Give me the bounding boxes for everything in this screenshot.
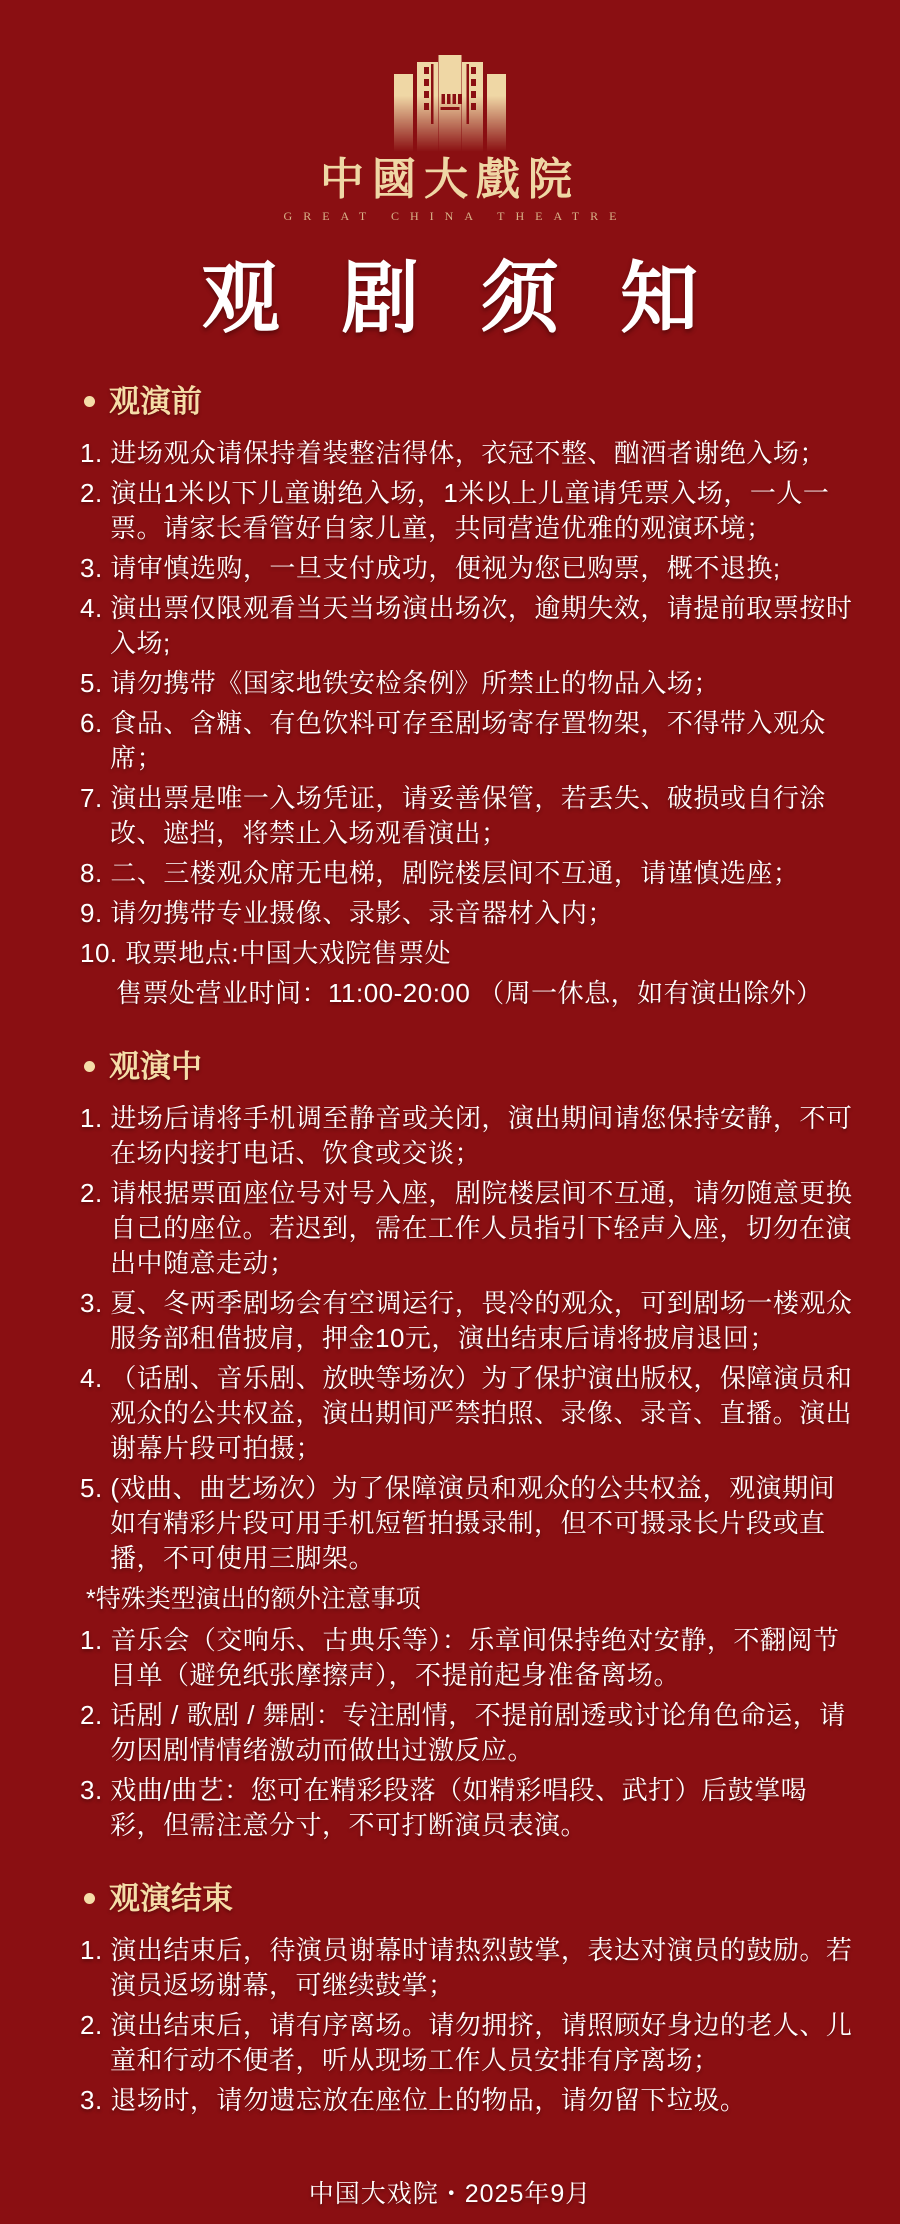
bullet-icon bbox=[84, 1061, 95, 1072]
list-item: 9. 请勿携带专业摄像、录影、录音器材入内； bbox=[80, 897, 614, 928]
brand-header bbox=[0, 0, 900, 224]
page-title: 观 剧 须 知 bbox=[201, 253, 716, 344]
list-item: 3. 请审慎选购，一旦支付成功，便视为您已购票，概不退换; bbox=[80, 552, 781, 583]
section-during-show bbox=[80, 1045, 860, 1843]
list-item: 6. 食品、含糖、有色饮料可存至剧场寄存置物架，不得带入观众席； bbox=[80, 707, 826, 773]
list-item: 10. 取票地点:中国大戏院售票处 bbox=[80, 937, 452, 968]
list-item: 4. （话剧、音乐剧、放映等场次）为了保护演出版权，保障演员和观众的公共权益，演出期间严禁拍照、录像、录音、直播。演出谢幕片段可拍摄； bbox=[80, 1362, 853, 1463]
footer-credit: 中国大戏院・2025年9月 bbox=[308, 2179, 592, 2208]
section-before-show bbox=[80, 380, 860, 1011]
brand-name-chinese: 中國大戲院 bbox=[320, 155, 580, 204]
section-heading-after bbox=[84, 1877, 860, 1921]
list-item: 1. 进场观众请保持着装整洁得体，衣冠不整、酗酒者谢绝入场； bbox=[80, 437, 826, 468]
list-item: 1. 音乐会（交响乐、古典乐等）：乐章间保持绝对安静，不翻阅节目单（避免纸张摩擦声），不提前起身准备离场。 bbox=[80, 1624, 840, 1690]
special-note-heading: *特殊类型演出的额外注意事项 bbox=[86, 1584, 421, 1613]
section-heading-during bbox=[84, 1045, 860, 1089]
list-item: 8. 二、三楼观众席无电梯，剧院楼层间不互通，请谨慎选座； bbox=[80, 857, 800, 888]
bullet-icon bbox=[84, 1893, 95, 1904]
list-item: 2. 请根据票面座位号对号入座，剧院楼层间不互通，请勿随意更换自己的座位。若迟到，需在工作人员指引下轻声入座，切勿在演出中随意走动； bbox=[80, 1177, 853, 1278]
section-heading-label: 观演前 bbox=[109, 383, 202, 419]
section-heading-label: 观演结束 bbox=[109, 1880, 233, 1916]
list-item: 1. 进场后请将手机调至静音或关闭，演出期间请您保持安静，不可在场内接打电话、饮食或交谈； bbox=[80, 1102, 853, 1168]
list-item: 4. 演出票仅限观看当天当场演出场次，逾期失效，请提前取票按时入场; bbox=[80, 592, 853, 658]
list-item: 2. 话剧 / 歌剧 / 舞剧：专注剧情，不提前剧透或讨论角色命运，请勿因剧情情绪激动而做出过激反应。 bbox=[80, 1699, 846, 1765]
notice-content bbox=[0, 380, 900, 2118]
brand-name-english: GREAT CHINA THEATRE bbox=[283, 209, 628, 223]
list-item: 3. 戏曲/曲艺：您可在精彩段落（如精彩唱段、武打）后鼓掌喝彩，但需注意分寸，不可打断演员表演。 bbox=[80, 1774, 808, 1840]
list-item: 5. (戏曲、曲艺场次）为了保障演员和观众的公共权益，观演期间如有精彩片段可用手机短暂拍摄录制，但不可摄录长片段或直播，不可使用三脚架。 bbox=[80, 1472, 836, 1573]
ticket-office-hours: 售票处营业时间：11:00-20:00 （周一休息，如有演出除外） bbox=[116, 977, 823, 1008]
list-item: 7. 演出票是唯一入场凭证，请妥善保管，若丢失、破损或自行涂改、遮挡，将禁止入场观看演出； bbox=[80, 782, 826, 848]
section-heading-before bbox=[84, 380, 860, 424]
list-item: 1. 演出结束后，待演员谢幕时请热烈鼓掌，表达对演员的鼓励。若演员返场谢幕，可继续鼓掌； bbox=[80, 1934, 853, 2000]
list-item: 2. 演出1米以下儿童谢绝入场，1米以上儿童请凭票入场，一人一 票。请家长看管好自家儿童，共同营造优雅的观演环境； bbox=[80, 477, 830, 543]
list-item: 3. 退场时，请勿遗忘放在座位上的物品，请勿留下垃圾。 bbox=[80, 2084, 747, 2115]
list-item: 5. 请勿携带《国家地铁安检条例》所禁止的物品入场； bbox=[80, 667, 720, 698]
bullet-icon bbox=[84, 396, 95, 407]
theatre-building-icon bbox=[0, 50, 900, 152]
list-item: 3. 夏、冬两季剧场会有空调运行，畏冷的观众，可到剧场一楼观众服务部租借披肩，押金10元，演出结束后请将披肩退回； bbox=[80, 1287, 853, 1353]
list-item: 2. 演出结束后，请有序离场。请勿拥挤，请照顾好身边的老人、儿童和行动不便者，听从现场工作人员安排有序离场； bbox=[80, 2009, 853, 2075]
section-after-show bbox=[80, 1877, 860, 2118]
section-heading-label: 观演中 bbox=[109, 1048, 202, 1084]
